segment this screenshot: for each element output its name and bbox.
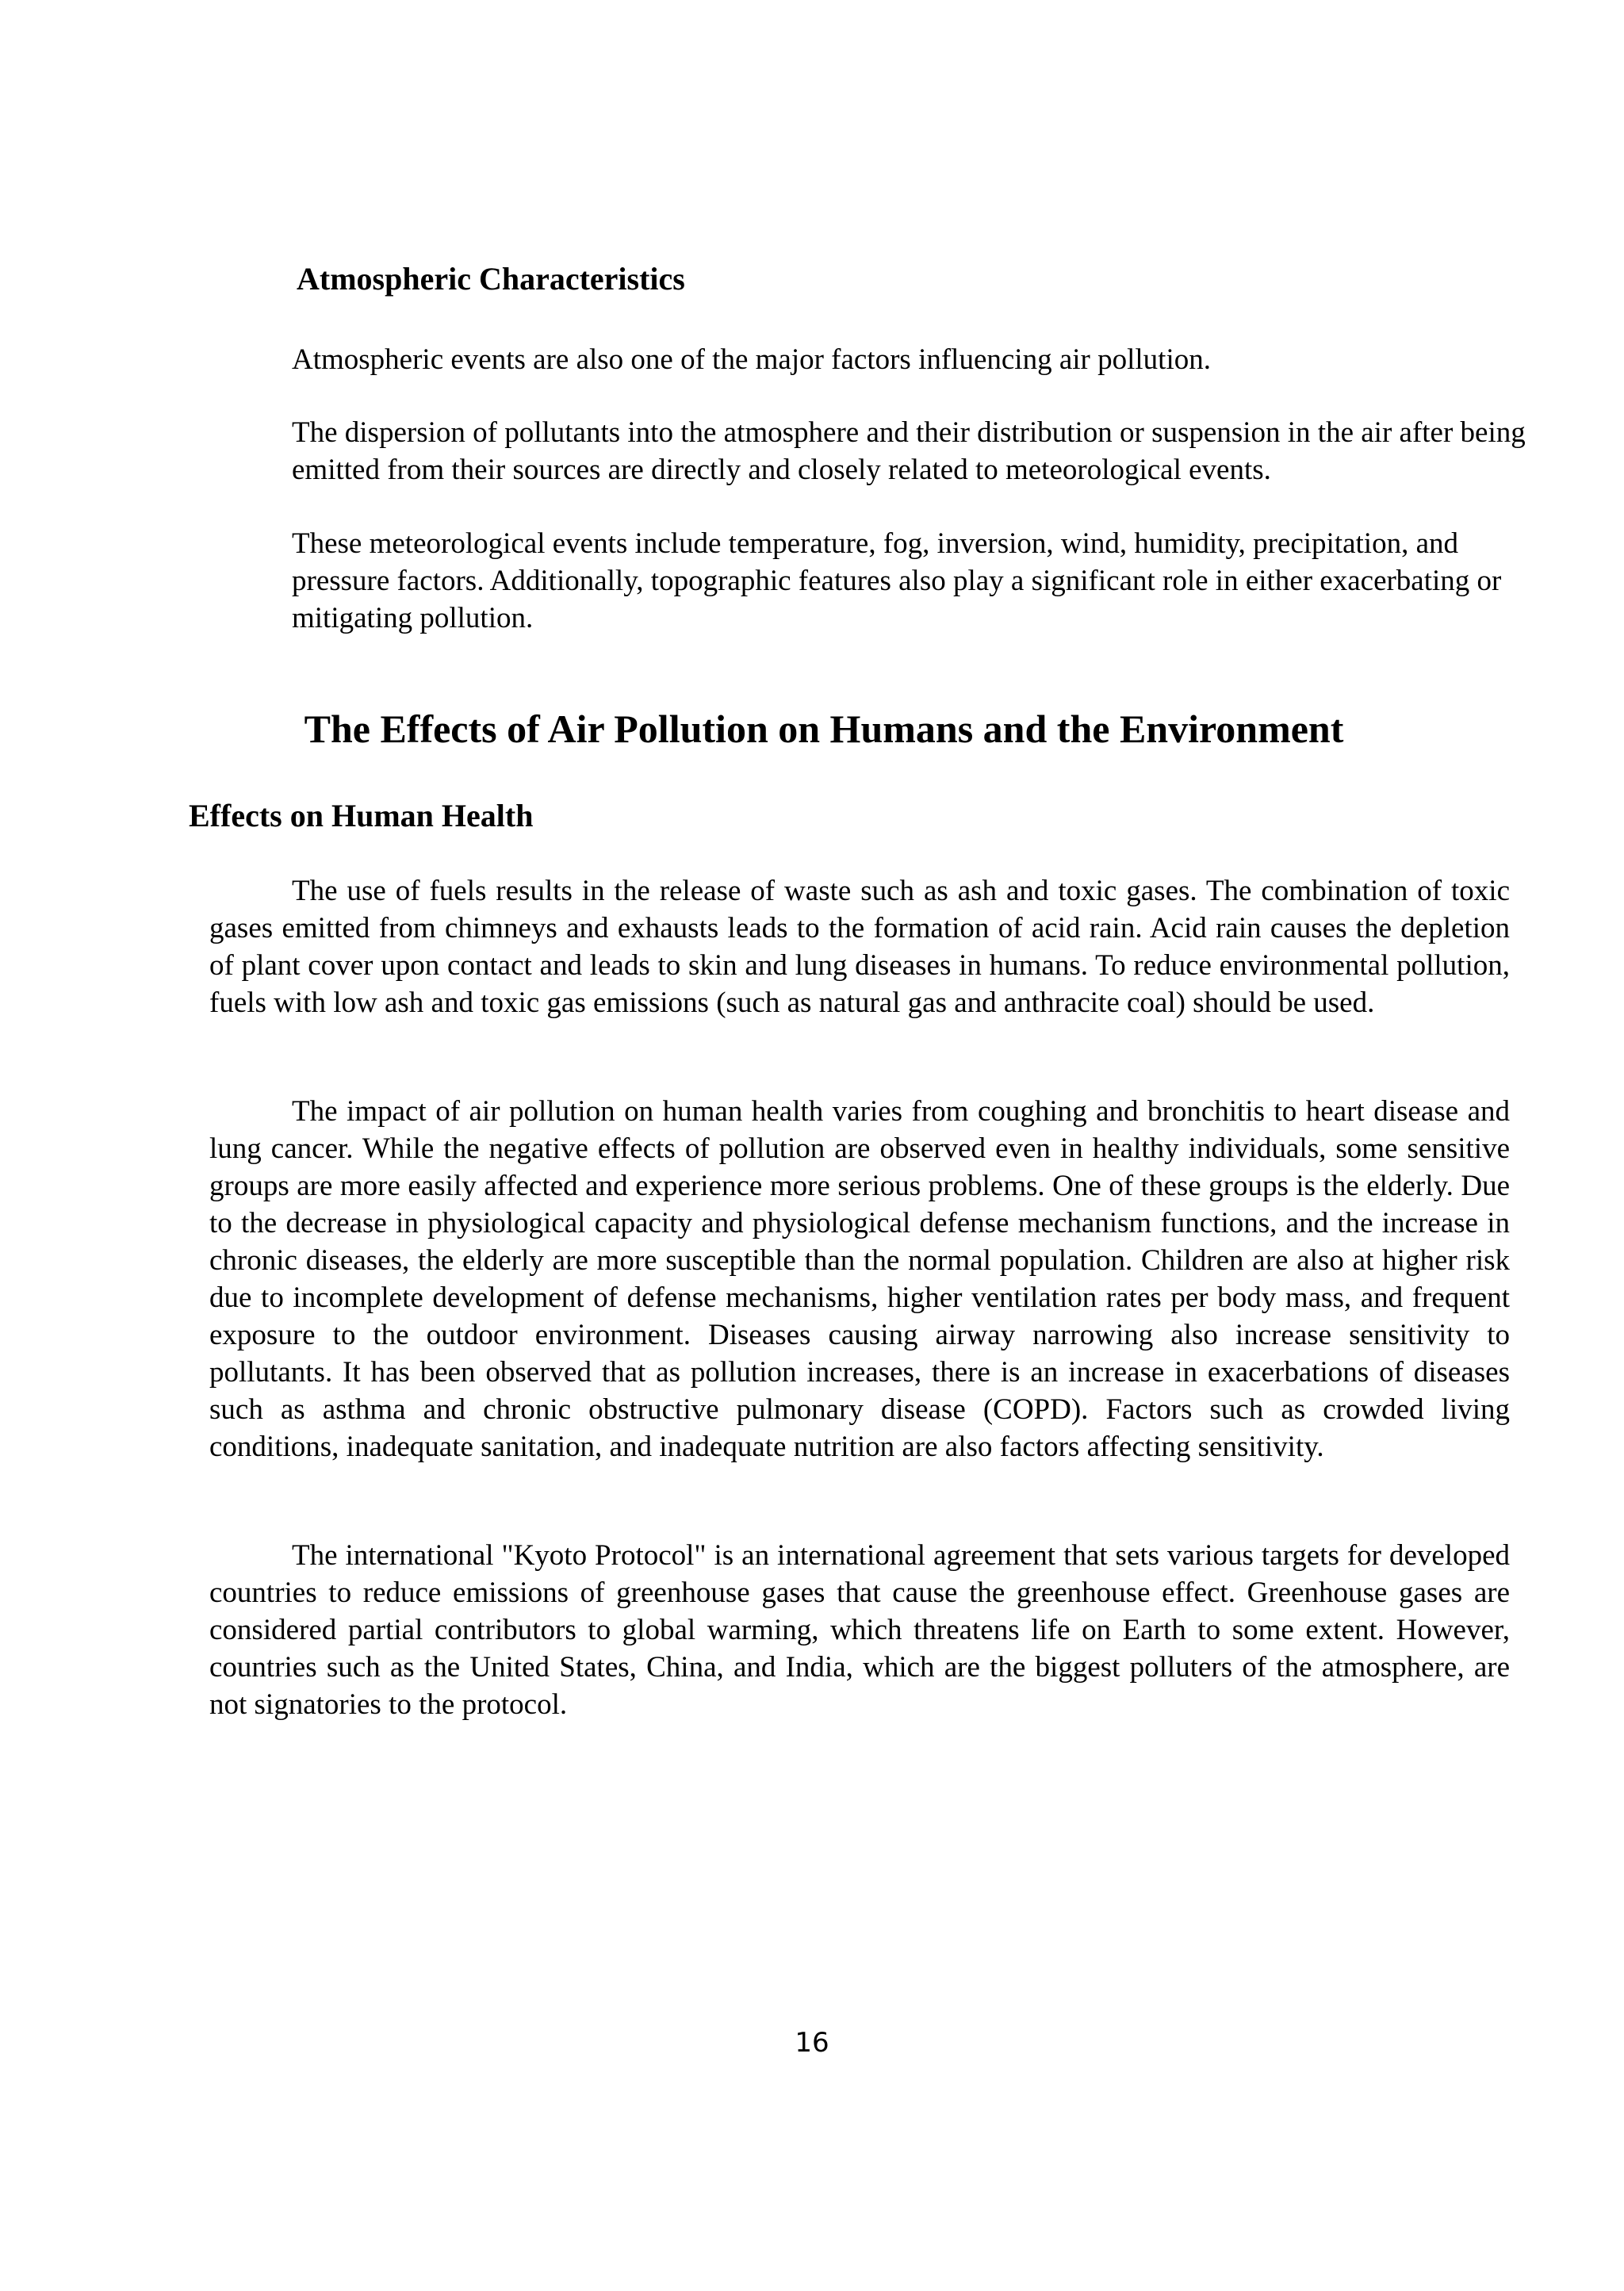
paragraph-health-2: The impact of air pollution on human health varies from coughing and bronchitis to heart disease and lung cancer. While the negative effects of pollution are observed even in healthy individuals, some sensitive groups are more easily affected and experience more serious problems. One of these groups is the elderly. Due to the decrease in physiological capacity and physiological defense mechanism functions, and the increase in chronic diseases, the elderly are more susceptible than the normal population. Children are also at higher risk due to incomplete development of defense mechanisms, higher ventilation rates per body mass, and frequent exposure to the outdoor environment. Diseases causing airway narrowing also increase sensitivity to pollutants. It has been observed that as pollution increases, there is an increase in exacerbations of diseases such as asthma and chronic obstructive pulmonary disease (COPD). Factors such as crowded living conditions, inadequate sanitation, and inadequate nutrition are also factors affecting sensitivity.: [209, 1095, 1510, 1463]
paragraph-health-3: The international "Kyoto Protocol" is an international agreement that sets various targets for developed countries to reduce emissions of greenhouse gases that cause the greenhouse effect. Greenhouse gases are considered partial contributors to global warming, which threatens life on Earth to some extent. However, countries such as the United States, China, and India, which are the biggest polluters of the atmosphere, are not signatories to the protocol.: [209, 1539, 1510, 1721]
paragraph-atmospheric-1: Atmospheric events are also one of the major factors influencing air pollution.: [292, 343, 1211, 376]
paragraph-atmospheric-3: These meteorological events include temperature, fog, inversion, wind, humidity, precipitation, and pressure factors. Additionally, topographic features also play a significant role in either exacerbating or mitigating pollution.: [292, 527, 1502, 634]
paragraph-health-1: The use of fuels results in the release of waste such as ash and toxic gases. The combination of toxic gases emitted from chimneys and exhausts leads to the formation of acid rain. Acid rain causes the depletion of plant cover upon contact and leads to skin and lung diseases in humans. To reduce environmental pollution, fuels with low ash and toxic gas emissions (such as natural gas and anthracite coal) should be used.: [209, 875, 1510, 1019]
section-heading-atmospheric-characteristics: Atmospheric Characteristics: [297, 261, 685, 297]
chapter-title: The Effects of Air Pollution on Humans and the Environment: [304, 707, 1344, 751]
page-number: 16: [795, 2027, 829, 2059]
paragraph-atmospheric-2: The dispersion of pollutants into the atmosphere and their distribution or suspension in the air after being emitted from their sources are directly and closely related to meteorological events.: [292, 416, 1526, 486]
section-heading-human-health: Effects on Human Health: [189, 798, 534, 833]
